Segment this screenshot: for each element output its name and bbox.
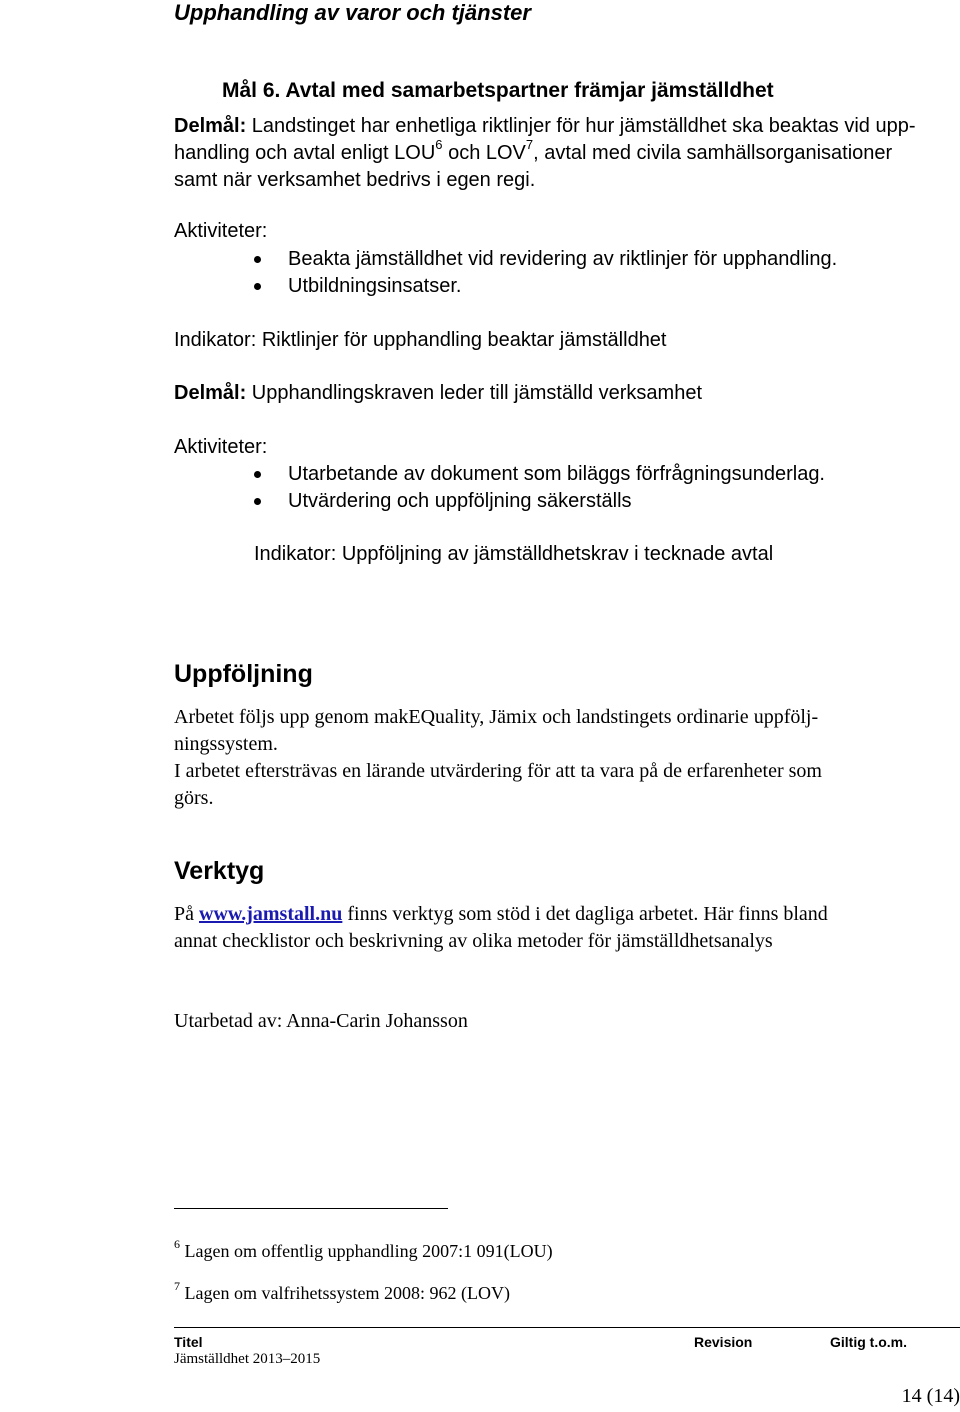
activities-label: Aktiviteter: — [174, 436, 268, 458]
bullet-icon — [254, 498, 261, 505]
list-item — [174, 461, 944, 488]
goal-title: Mål 6. Avtal med samarbetspartner främjar jämställdhet — [222, 79, 774, 102]
footnote-ref-7: 7 — [525, 137, 534, 153]
subgoal-1 — [174, 113, 944, 194]
paragraph-text: finns verktyg som stöd i det dagliga arbetet. Här finns bland — [342, 903, 828, 925]
page-number: 14 (14) — [901, 1385, 960, 1407]
paragraph-text: På — [174, 903, 199, 925]
activities-list — [174, 461, 944, 515]
footer-valid-label: Giltig t.o.m. — [830, 1334, 907, 1350]
footnote-number: 7 — [174, 1279, 180, 1293]
list-item — [174, 488, 944, 515]
footer-divider — [174, 1327, 960, 1328]
section-heading-tools: Verktyg — [174, 857, 265, 885]
activity-text: Beakta jämställdhet vid revidering av riktlinjer för upphandling. — [288, 248, 838, 270]
subgoal-label: Delmål: — [174, 382, 247, 404]
tools-text — [174, 901, 944, 955]
activity-text: Utbildningsinsatser. — [288, 275, 462, 297]
section-heading-followup: Uppföljning — [174, 660, 313, 688]
followup-text — [174, 704, 944, 812]
footer-revision-label: Revision — [694, 1334, 753, 1350]
bullet-icon — [254, 256, 261, 263]
paragraph-line: görs. — [174, 787, 214, 809]
footer-title-value: Jämställdhet 2013–2015 — [174, 1351, 321, 1367]
list-item — [174, 246, 944, 273]
activities-label: Aktiviteter: — [174, 220, 268, 242]
bullet-icon — [254, 283, 261, 290]
paragraph-line: annat checklistor och beskrivning av olika metoder för jämställdhetsanalys — [174, 930, 773, 952]
author: Utarbetad av: Anna-Carin Johansson — [174, 1010, 468, 1032]
subgoal-text: Upphandlingskraven leder till jämställd verksamhet — [246, 382, 703, 404]
footnote-number: 6 — [174, 1237, 180, 1251]
list-item — [174, 273, 944, 300]
indicator: Indikator: Riktlinjer för upphandling beaktar jämställdhet — [174, 329, 667, 351]
bullet-icon — [254, 471, 261, 478]
subgoal-text: , avtal med civila samhällsorganisationer — [533, 142, 893, 164]
subgoal-label: Delmål: — [174, 115, 247, 137]
paragraph-line: ningssystem. — [174, 733, 278, 755]
footnote-7 — [174, 1279, 510, 1304]
paragraph-line: Arbetet följs upp genom makEQuality, Jämix och landstingets ordinarie uppfölj- — [174, 706, 819, 728]
footnote-ref-6: 6 — [435, 137, 443, 153]
footnote-text: Lagen om valfrihetssystem 2008: 962 (LOV) — [180, 1283, 510, 1303]
subgoal-text: Landstinget har enhetliga riktlinjer för hur jämställdhet ska beaktas vid upp- — [246, 115, 916, 137]
jamstall-link[interactable]: www.jamstall.nu — [199, 903, 343, 925]
footnote-text: Lagen om offentlig upphandling 2007:1 091(LOU) — [180, 1241, 553, 1261]
subgoal-2 — [174, 380, 944, 407]
footer-title-label: Titel — [174, 1334, 203, 1350]
activity-text: Utvärdering och uppföljning säkerställs — [288, 490, 632, 512]
footnote-6 — [174, 1237, 553, 1262]
paragraph-line: I arbetet eftersträvas en lärande utvärdering för att ta vara på de erfarenheter som — [174, 760, 822, 782]
indicator: Indikator: Uppföljning av jämställdhetskrav i tecknade avtal — [254, 543, 774, 565]
document-header-title: Upphandling av varor och tjänster — [174, 0, 531, 25]
subgoal-text: handling och avtal enligt LOU — [174, 142, 436, 164]
activities-list — [174, 246, 944, 300]
subgoal-text: samt när verksamhet bedrivs i egen regi. — [174, 169, 536, 191]
subgoal-text: och LOV — [442, 142, 526, 164]
footnote-divider — [174, 1208, 448, 1209]
activity-text: Utarbetande av dokument som biläggs förfrågningsunderlag. — [288, 463, 825, 485]
